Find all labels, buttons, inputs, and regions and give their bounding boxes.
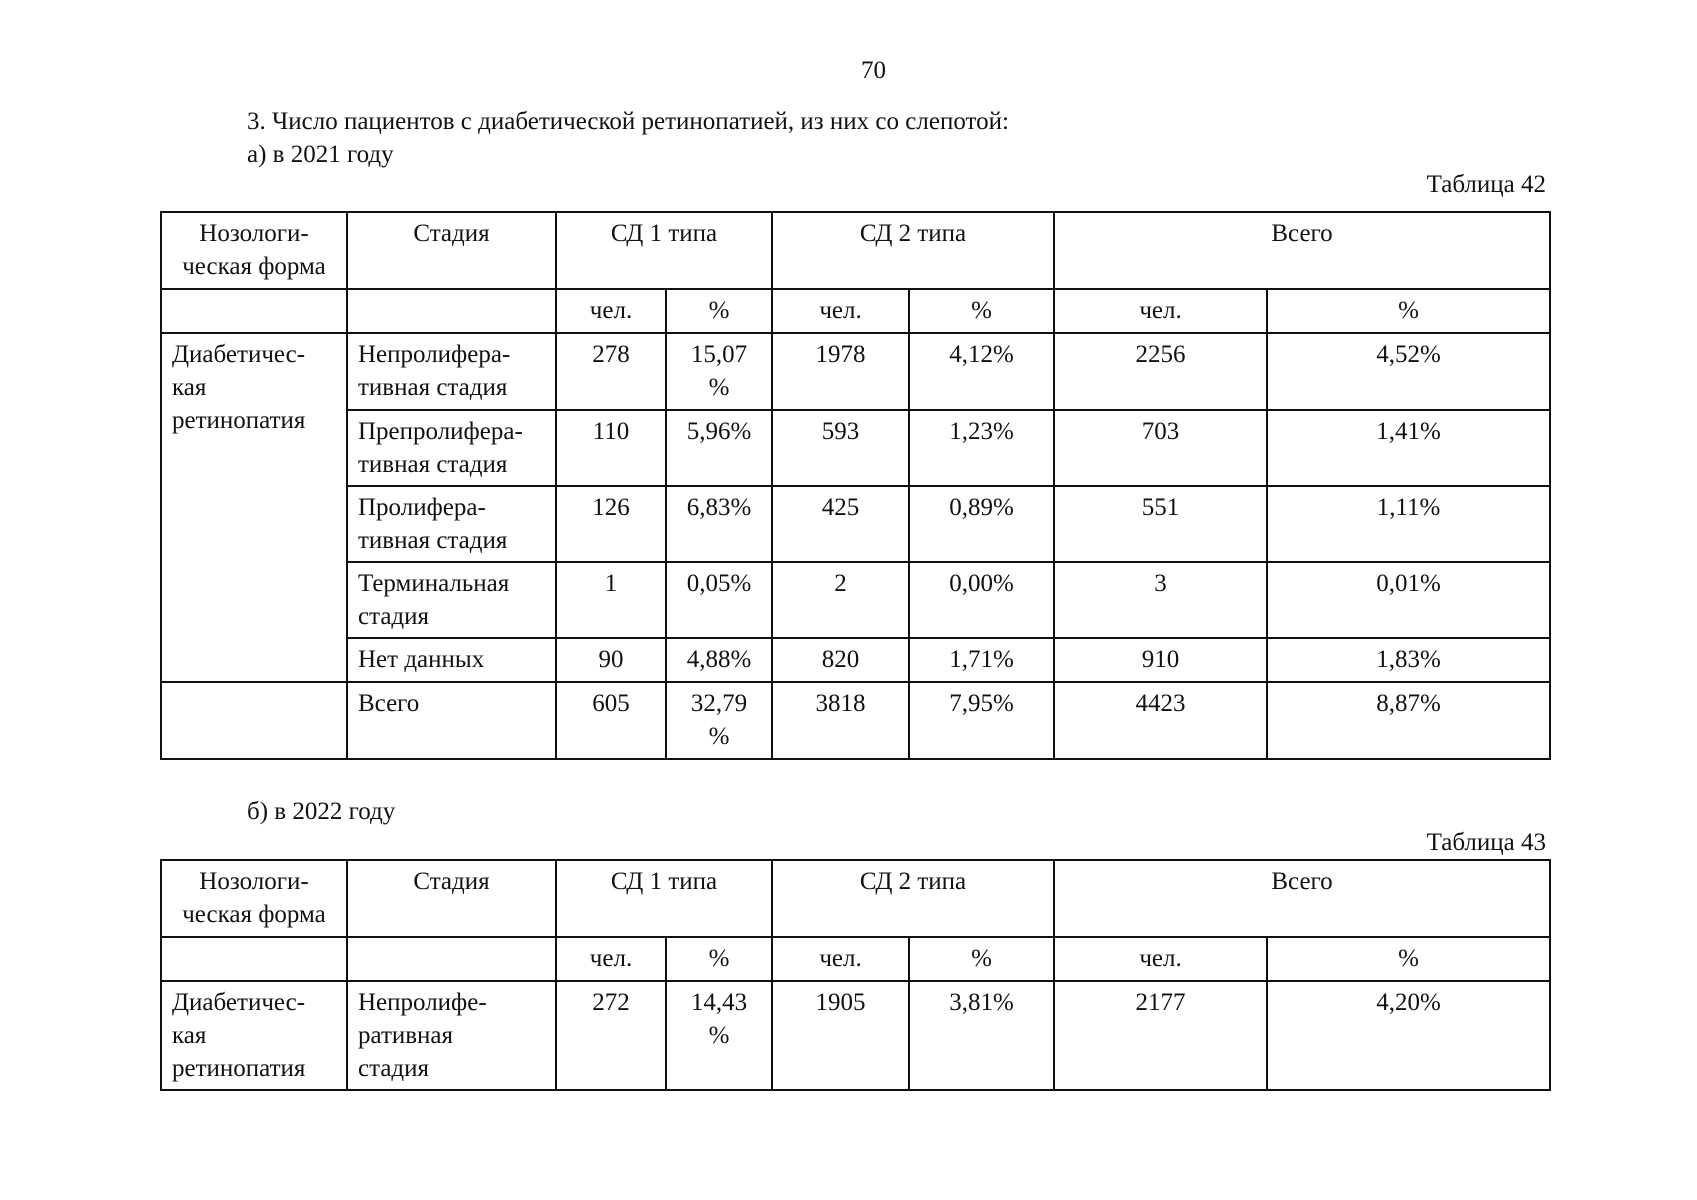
sd1-persons: 110 <box>556 410 666 486</box>
total-percent: 0,01% <box>1267 562 1550 638</box>
subheader-percent: % <box>1267 289 1550 333</box>
sd2-persons: 820 <box>772 638 909 682</box>
page-number: 70 <box>861 57 886 84</box>
subheader-percent: % <box>666 937 772 981</box>
subheader-percent: % <box>666 289 772 333</box>
sd1-persons: 278 <box>556 333 666 410</box>
header-sd1: СД 1 типа <box>556 860 772 937</box>
total-persons: 910 <box>1054 638 1267 682</box>
empty-cell <box>347 289 556 333</box>
empty-cell <box>161 937 347 981</box>
sd2-persons: 2 <box>772 562 909 638</box>
stage-cell: Пролифера- тивная стадия <box>347 486 556 562</box>
subheader-percent: % <box>1267 937 1550 981</box>
sd2-persons: 425 <box>772 486 909 562</box>
subheader-percent: % <box>909 937 1054 981</box>
header-sd2: СД 2 типа <box>772 212 1054 289</box>
sd1-persons: 1 <box>556 562 666 638</box>
total-persons: 2177 <box>1054 981 1267 1090</box>
total-percent: 4,52% <box>1267 333 1550 410</box>
sd1-persons: 90 <box>556 638 666 682</box>
sd2-persons: 593 <box>772 410 909 486</box>
subheader-persons: чел. <box>772 289 909 333</box>
sd2-persons: 3818 <box>772 682 909 759</box>
total-percent: 4,20% <box>1267 981 1550 1090</box>
table-42-subtitle: а) в 2021 году <box>247 141 394 168</box>
total-percent: 1,11% <box>1267 486 1550 562</box>
stage-cell: Непролифера- тивная стадия <box>347 333 556 410</box>
stage-cell: Нет данных <box>347 638 556 682</box>
sd2-persons: 1978 <box>772 333 909 410</box>
sd1-percent: 15,07 % <box>666 333 772 410</box>
total-percent: 1,41% <box>1267 410 1550 486</box>
sd1-persons: 605 <box>556 682 666 759</box>
total-percent: 8,87% <box>1267 682 1550 759</box>
header-sd2: СД 2 типа <box>772 860 1054 937</box>
sd1-percent: 32,79 % <box>666 682 772 759</box>
sd2-persons: 1905 <box>772 981 909 1090</box>
sd2-percent: 4,12% <box>909 333 1054 410</box>
subheader-persons: чел. <box>1054 289 1267 333</box>
subheader-percent: % <box>909 289 1054 333</box>
empty-cell <box>347 937 556 981</box>
stage-cell: Терминальная стадия <box>347 562 556 638</box>
form-cell: Диабетичес- кая ретинопатия <box>161 981 347 1090</box>
empty-cell <box>161 682 347 759</box>
total-persons: 703 <box>1054 410 1267 486</box>
sd1-percent: 4,88% <box>666 638 772 682</box>
empty-cell <box>161 289 347 333</box>
sd2-percent: 7,95% <box>909 682 1054 759</box>
table-43-subtitle: б) в 2022 году <box>247 798 396 825</box>
header-sd1: СД 1 типа <box>556 212 772 289</box>
form-cell: Диабетичес- кая ретинопатия <box>161 333 347 682</box>
total-row-label: Всего <box>347 682 556 759</box>
table-42 <box>160 211 1551 760</box>
total-persons: 2256 <box>1054 333 1267 410</box>
total-persons: 4423 <box>1054 682 1267 759</box>
sd2-percent: 1,23% <box>909 410 1054 486</box>
sd1-persons: 126 <box>556 486 666 562</box>
section-heading: 3. Число пациентов с диабетической ретинопатией, из них со слепотой: <box>247 108 1009 135</box>
subheader-persons: чел. <box>772 937 909 981</box>
sd1-percent: 5,96% <box>666 410 772 486</box>
total-percent: 1,83% <box>1267 638 1550 682</box>
sd2-percent: 0,00% <box>909 562 1054 638</box>
subheader-persons: чел. <box>1054 937 1267 981</box>
sd2-percent: 1,71% <box>909 638 1054 682</box>
sd1-percent: 14,43 % <box>666 981 772 1090</box>
sd1-percent: 0,05% <box>666 562 772 638</box>
total-persons: 3 <box>1054 562 1267 638</box>
total-persons: 551 <box>1054 486 1267 562</box>
subheader-persons: чел. <box>556 937 666 981</box>
sd2-percent: 0,89% <box>909 486 1054 562</box>
sd2-percent: 3,81% <box>909 981 1054 1090</box>
stage-cell: Препролифера- тивная стадия <box>347 410 556 486</box>
table-42-caption: Таблица 42 <box>1426 171 1546 198</box>
sd1-percent: 6,83% <box>666 486 772 562</box>
stage-cell: Непролифе- ративная стадия <box>347 981 556 1090</box>
table-43-caption: Таблица 43 <box>1426 829 1546 856</box>
header-stage: Стадия <box>347 212 556 289</box>
table-43 <box>160 859 1551 1091</box>
subheader-persons: чел. <box>556 289 666 333</box>
header-form: Нозологи- ческая форма <box>161 212 347 289</box>
header-total: Всего <box>1054 860 1550 937</box>
header-stage: Стадия <box>347 860 556 937</box>
header-form: Нозологи- ческая форма <box>161 860 347 937</box>
header-total: Всего <box>1054 212 1550 289</box>
sd1-persons: 272 <box>556 981 666 1090</box>
